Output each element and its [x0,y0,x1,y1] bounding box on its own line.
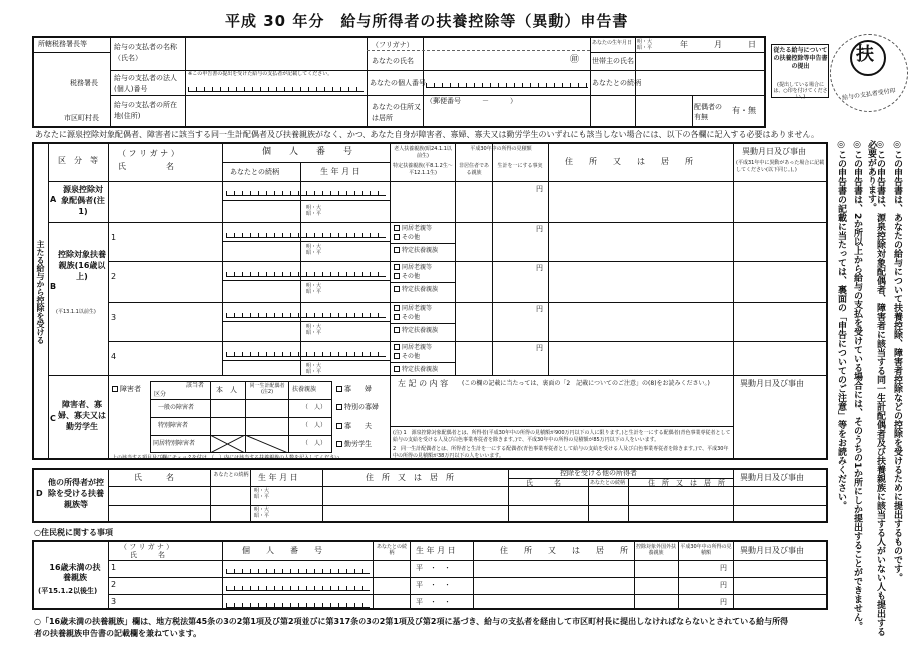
seal-mark: ㊞ [570,55,580,65]
spouse-col: 同一生計配偶者(注2) [249,383,285,395]
row-a-era: 明・大 昭・平 [306,205,322,217]
row-b-letter: B [50,282,57,291]
special-dependent-check[interactable]: 特定扶養親族 [394,286,438,293]
cohab-special: 同居特別障害者 [153,440,196,447]
general-disabled: 一般の障害者 [158,404,195,411]
col-name: 氏 名 [118,162,174,171]
r-col-relation: あなたとの続柄 [376,544,407,556]
row-b-era: 明・大 昭・平 [306,244,322,256]
resident-label: 16歳未満の扶養親族 [49,563,101,583]
special-widow-check[interactable]: 特別の寡婦 [336,404,379,411]
postal-code: （郵便番号 － ） [426,97,517,105]
city-label: 市区町村長 [64,114,99,122]
kubun-label: 区分 [154,391,167,398]
row-b-num: 3 [111,313,117,322]
d-col-name: 氏 名 [134,473,174,482]
side-note-1: ◎この申告書は、あなたの給与について扶養控除、障害者控除などの控除を受けるために提出するものです。 [892,140,902,582]
col-kojin: 個 人 番 号 [262,147,353,157]
col-furigana: （ フ リ ガ ナ ） [118,149,179,158]
spouse-label: 配偶者の有無 [694,103,722,121]
resident-yen: 円 [720,564,727,572]
col-special: 特定扶養親族(平8.1.2生～平12.1.1生) [393,163,453,176]
side-note-4: ◎この申告書の記載に当たっては、裏面の「申告についてのご注意」等をお読みください。 [836,140,846,510]
payer-address-label: 給与の支払者の所在地(住所) [114,101,177,120]
dependents-col: 扶養親族 [292,386,317,393]
row-a-yen: 円 [536,185,543,193]
relation-label: あなたとの続柄 [592,79,641,87]
other-payer-note: (提出している場合には、○印を付けてください。) [773,82,828,100]
d-col-other: 控除を受ける他の所得者 [560,469,637,477]
resident-number-input[interactable] [226,600,370,608]
row-b-era: 明・大 昭・平 [306,324,322,336]
birth-day-unit: 日 [748,40,756,49]
birth-label: あなたの生年月日 [592,40,633,46]
elder-check-cohab[interactable]: 同居老親等 [394,305,432,312]
student-check[interactable]: 勤労学生 [336,441,372,448]
col-relation: あなたとの続柄 [230,168,279,176]
cross-spouse-cohab [245,435,288,453]
elder-check-cohab[interactable]: 同居老親等 [394,344,432,351]
row-c-letter: C [50,414,56,423]
cross-self-cohab [210,435,245,453]
widow-check[interactable]: 寡 婦 [336,386,372,393]
col-change: 異動月日及び事由 [742,147,806,156]
d-col-address: 住 所 又 は 居 所 [366,473,454,482]
row-b-num: 4 [111,352,117,361]
resident-yen: 円 [720,581,727,589]
row-b-num: 2 [111,272,117,281]
remarks-head-note: (この欄の記載に当たっては、裏面の「2 記載についてのご注意」の(8)をお読みください。) [462,380,710,387]
your-number-label: あなたの個人番号 [370,79,426,87]
resident-num: 3 [111,597,117,606]
seal-ring-text: 給与の支払者受付印 [841,87,897,102]
row-b-yen: 円 [536,264,543,272]
disabled-check[interactable]: 障害者 [112,386,141,393]
householder-label: 世帯主の氏名 [592,57,634,65]
special-dependent-check[interactable]: 特定扶養親族 [394,327,438,334]
self-col: 本 人 [216,386,237,394]
col-non-resident: 非居住者である親族 [458,163,489,176]
notice-text: あなたに源泉控除対象配偶者、障害者に該当する同一生計配偶者及び扶養親族がなく、かつ、あなた自身が障害者、寡婦、寡夫又は勤労学生のいずれにも該当しない場合には、以下の各欄に記入する必要はありません。 [35,130,819,139]
resident-hei: 平 ・ ・ [416,581,451,589]
remarks-input[interactable] [392,392,731,425]
payer-name-label: 給与の支払者の名称（氏名） [114,43,177,62]
resident-number-input[interactable] [226,566,370,574]
other-payer-label: 従たる給与についての扶養控除等申告書の提出 [773,47,828,71]
row-d-letter: D [36,489,43,498]
r-col-name: 氏 名 [130,551,165,559]
elder-check-other[interactable]: その他 [394,353,420,360]
r-col-birth: 生 年 月 日 [416,546,456,555]
footer-note: ○「16歳未満の扶養親族」欄は、地方税法第45条の3の2第1項及び第2項並びに第317条の3の2第1項及び第2項に基づき、給与の支払者を経由して市区町村長に提出しなければならないとされている給与所得者の扶養親族申告書の記載欄を兼ねています。 [34,617,789,638]
row-b-label: 控除対象扶養親族(16歳以上) [58,250,106,281]
payer-name-input[interactable] [186,37,366,69]
d-col-relation: あなたとの続柄 [213,472,249,478]
col-senior: 老人扶養親族(昭24.1.1以前生) [394,146,452,159]
d-era-1: 明・大 昭・平 [254,488,270,500]
payer-number-label: 給与の支払者の法人(個人)番号 [114,74,177,93]
r-col-change: 異動月日及び事由 [740,546,804,555]
your-name-input[interactable] [424,51,564,69]
col-address: 住 所 又 は 居 所 [565,157,693,166]
resident-num: 1 [111,563,117,572]
seal-char: 扶 [856,44,874,65]
row-b-number-input[interactable] [226,349,386,357]
elder-check-other[interactable]: その他 [394,314,420,321]
row-c-label: 障害者、寡婦、寡夫又は勤労学生 [58,400,106,431]
row-b-num: 1 [111,233,117,242]
birth-era: 明・大 昭・平 [637,39,653,51]
row-b-yen: 円 [536,305,543,313]
your-name-label: あなたの氏名 [372,57,414,65]
widower-check[interactable]: 寡 夫 [336,423,372,430]
row-a-number-input[interactable] [226,188,386,196]
resident-yen: 円 [720,598,727,606]
special-dependent-check[interactable]: 特定扶養親族 [394,366,438,373]
people-2[interactable]: （ 人） [302,422,327,429]
r-col-nonres: 控除対象外国外扶養親族 [636,544,677,556]
row-b-number-input[interactable] [226,230,386,238]
payer-address-input[interactable] [186,96,366,127]
d-col-change: 異動月日及び事由 [740,473,804,482]
resident-number-input[interactable] [226,583,370,591]
resident-hei: 平 ・ ・ [416,564,451,572]
tax-office-label: 税務署長 [70,79,98,87]
your-number-input[interactable] [426,80,588,88]
your-address-label: あなたの住所又は居所 [372,103,421,122]
elder-check-other[interactable]: その他 [394,234,420,241]
row-b-number-input[interactable] [226,310,386,318]
resident-hei: 平 ・ ・ [416,598,451,606]
col-ship: 生計を一にする事実 [497,163,543,169]
r-col-income: 平成30年中の所得の見積額 [680,544,732,556]
side-note-2: ◎この申告書は、源泉控除対象配偶者、障害者に該当する同一生計配偶者及び扶養親族に該当する人がいない人も提出する必要があります。 [866,140,885,636]
householder-input[interactable] [636,53,765,69]
people-3[interactable]: （ 人） [302,440,327,447]
note-2: 2 同一生計配偶者とは、所得者と生計を一にする配偶者(青色事業専従者として給与の支給を受ける人及び白色事業専従者を除きます。)で、平成30年中の所得の見積額が38万円以下の人をいいます。 [393,446,729,459]
form-title: 平成 30 年分 給与所得者の扶養控除等（異動）申告書 [225,12,629,30]
spouse-options[interactable]: 有・無 [732,106,756,115]
payer-number-note: ※この申告書の提出を受けた給与の支払者が記載してください。 [188,71,333,77]
d-col-o-rel: あなたとの続柄 [590,480,626,486]
tax-office-head: 所轄税務署長等 [38,40,87,48]
col-change-note: (平成31年中に異動があった場合に記載してください(以下同じ。)。) [736,160,825,173]
row-b-sub: (平13.1.1以前生) [56,309,96,315]
row-b-yen: 円 [536,225,543,233]
furigana-label: （フリガナ） [372,41,414,49]
resident-head: ○住民税に関する事項 [34,528,113,537]
side-label: 主たる給与から控除を受ける [36,240,45,344]
your-address-input[interactable] [424,107,589,127]
elder-check-cohab[interactable]: 同居老親等 [394,225,432,232]
elder-check-cohab[interactable]: 同居老親等 [394,264,432,271]
d-era-2: 明・大 昭・平 [254,507,270,519]
row-b-yen: 円 [536,344,543,352]
resident-num: 2 [111,580,117,589]
row-b-era: 明・大 昭・平 [306,363,322,375]
row-a-letter: A [50,195,57,204]
row-b-number-input[interactable] [226,269,386,277]
row-a-label: 源泉控除対象配偶者(注1) [61,185,105,216]
special-dependent-check[interactable]: 特定扶養親族 [394,247,438,254]
col-kubun: 区 分 等 [58,156,98,165]
d-col-o-addr: 住 所 又 は 居 所 [648,479,725,487]
birth-month-unit: 月 [714,40,722,49]
row-d-label: 他の所得者が控除を受ける扶養親族等 [48,478,104,509]
people-1[interactable]: （ 人） [302,404,327,411]
applicable-label: 該当者 [186,382,205,389]
col-income: 平成30年中の所得の見積額 [470,146,532,152]
remarks-head: 左 記 の 内 容 [398,379,449,388]
r-col-furigana: （ フ リ ガ ナ ） [120,543,174,551]
resident-sub: (平15.1.2以後生) [38,587,98,595]
birth-year-unit: 年 [680,40,688,49]
check-note: 上の該当する項目及び欄にチェックを付け、（ ）内には該当する扶養親族の人数を記入してください。 [112,455,345,461]
payer-number-input[interactable] [188,84,364,92]
elder-check-other[interactable]: その他 [394,273,420,280]
note-1: (注) 1 源泉控除対象配偶者とは、所得者(平成30年中の所得の見積額が900万円以下の人に限ります。)と生計を一にする配偶者(青色事業専従者として給与の支給を受ける人及び白色事業専従者を除きます。)で、平成30年中の所得の見積額が85万円以下の人をいいます。 [393,430,731,443]
special-disabled: 特別障害者 [158,422,189,429]
d-col-birth: 生 年 月 日 [258,473,298,482]
remarks-change: 異動月日及び事由 [740,379,804,388]
r-col-address: 住 所 又 は 居 所 [500,546,628,555]
side-note-3: ◎この申告書は、2か所以上から給与の支払を受けている場合には、そのうちの1か所にしか提出することができません。 [852,140,862,631]
r-col-kojin: 個 人 番 号 [242,546,322,555]
row-b-era: 明・大 昭・平 [306,283,322,295]
d-col-o-name: 氏 名 [526,479,561,487]
col-birth: 生 年 月 日 [320,167,360,176]
relation-input[interactable] [636,71,765,94]
